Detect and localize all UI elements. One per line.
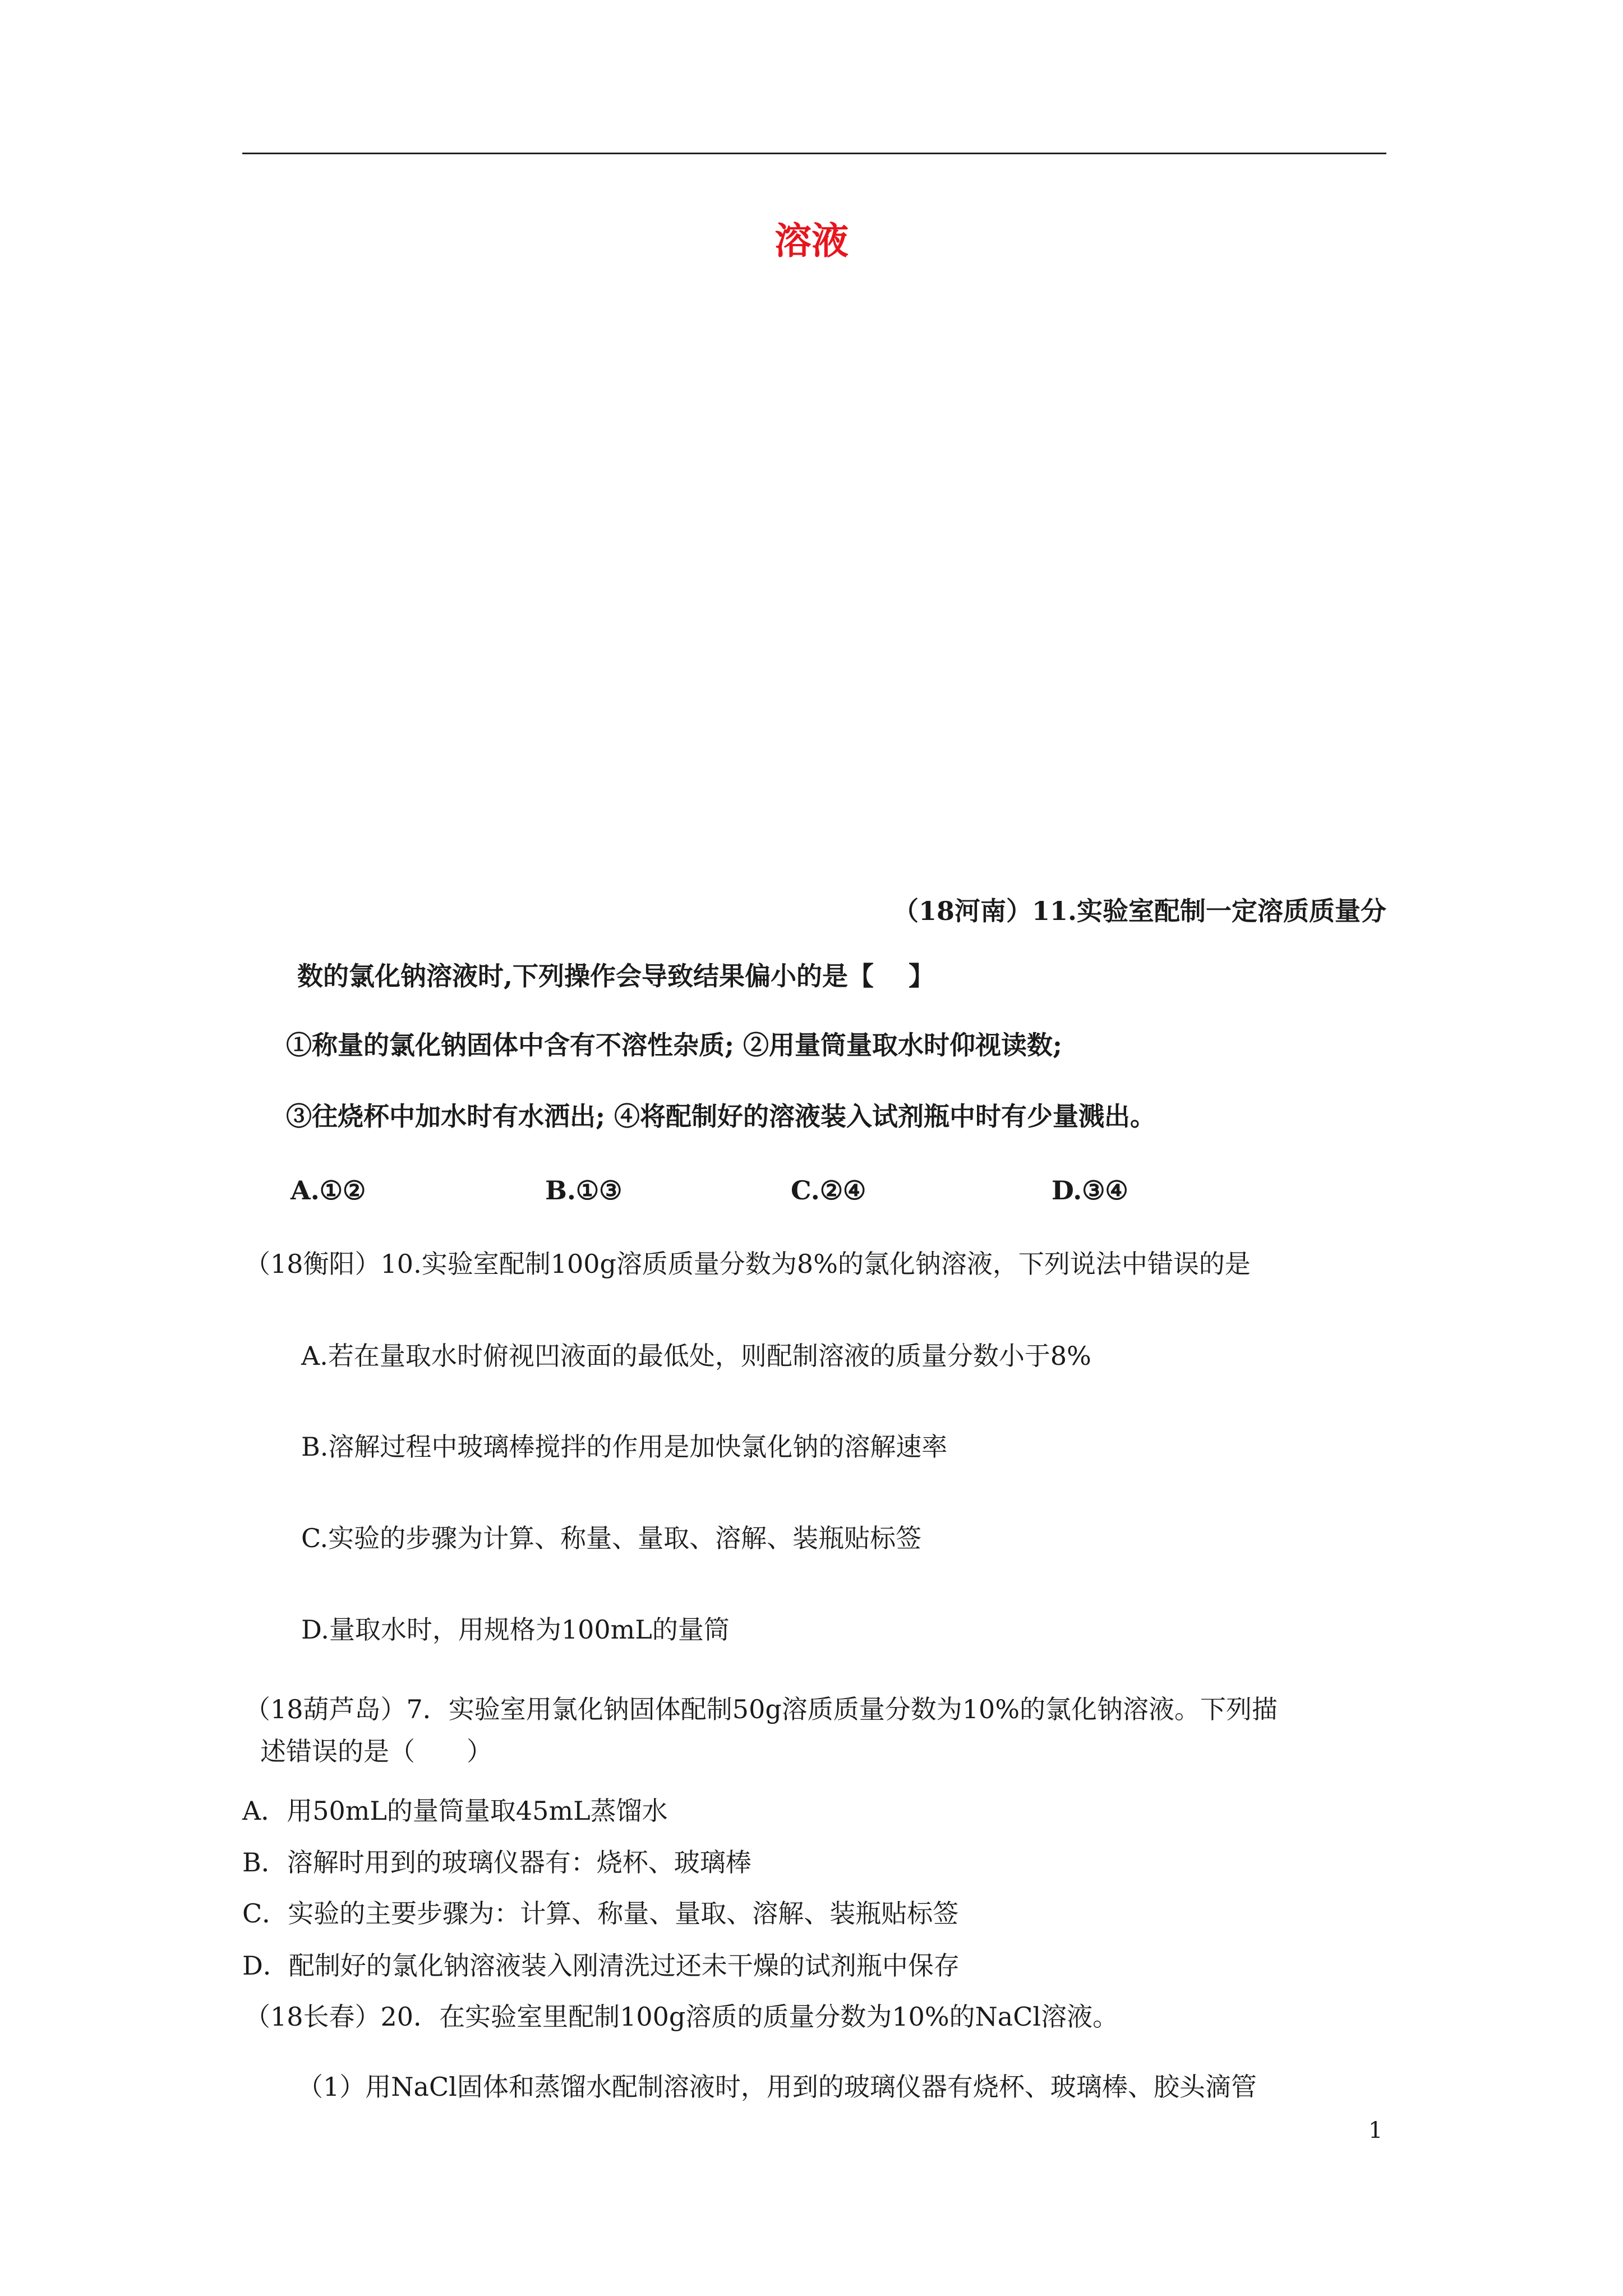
question-henan-line-4: ③往烧杯中加水时有水洒出; ④将配制好的溶液装入试剂瓶中时有少量溅出。 bbox=[286, 1101, 1156, 1131]
question-changchun-stem: （18长春）20．在实验室里配制100g溶质的质量分数为10%的NaCl溶液。 bbox=[245, 2001, 1119, 2032]
question-henan-line-3: ①称量的氯化钠固体中含有不溶性杂质; ②用量筒量取水时仰视读数; bbox=[286, 1030, 1062, 1060]
question-henan-line-2: 数的氯化钠溶液时,下列操作会导致结果偏小的是【 】 bbox=[297, 961, 935, 991]
question-huludao-option-b: B．溶解时用到的玻璃仪器有：烧杯、玻璃棒 bbox=[242, 1847, 751, 1878]
question-hengyang-option-a: A.若在量取水时俯视凹液面的最低处，则配制溶液的质量分数小于8% bbox=[301, 1341, 1091, 1371]
question-changchun-sub-1: （1）用NaCl固体和蒸馏水配制溶液时，用到的玻璃仪器有烧杯、玻璃棒、胶头滴管 bbox=[297, 2072, 1257, 2102]
question-henan-option-a: A.①② bbox=[291, 1175, 366, 1205]
question-hengyang-option-d: D.量取水时，用规格为100mL的量筒 bbox=[301, 1614, 730, 1645]
header-rule bbox=[242, 153, 1386, 154]
page-number: 1 bbox=[1368, 2118, 1383, 2143]
question-hengyang-option-b: B.溶解过程中玻璃棒搅拌的作用是加快氯化钠的溶解速率 bbox=[301, 1432, 948, 1462]
question-huludao-option-d: D．配制好的氯化钠溶液装入刚清洗过还未干燥的试剂瓶中保存 bbox=[242, 1950, 960, 1981]
document-title: 溶液 bbox=[774, 219, 849, 263]
question-henan-option-d: D.③④ bbox=[1052, 1175, 1128, 1205]
question-huludao-option-c: C．实验的主要步骤为：计算、称量、量取、溶解、装瓶贴标签 bbox=[242, 1898, 959, 1929]
question-henan-line-1: （18河南）11.实验室配制一定溶质质量分 bbox=[892, 896, 1386, 926]
question-huludao-stem-line-1: （18葫芦岛）7．实验室用氯化钠固体配制50g溶质质量分数为10%的氯化钠溶液。下列描 bbox=[245, 1694, 1278, 1724]
question-hengyang-option-c: C.实验的步骤为计算、称量、量取、溶解、装瓶贴标签 bbox=[301, 1523, 922, 1553]
question-henan-option-b: B.①③ bbox=[545, 1175, 623, 1205]
question-huludao-stem-line-2: 述错误的是（ ） bbox=[260, 1736, 492, 1766]
question-huludao-option-a: A．用50mL的量筒量取45mL蒸馏水 bbox=[242, 1796, 668, 1826]
question-hengyang-stem: （18衡阳）10.实验室配制100g溶质质量分数为8%的氯化钠溶液，下列说法中错误的是 bbox=[245, 1249, 1251, 1279]
question-henan-option-c: C.②④ bbox=[791, 1175, 866, 1205]
